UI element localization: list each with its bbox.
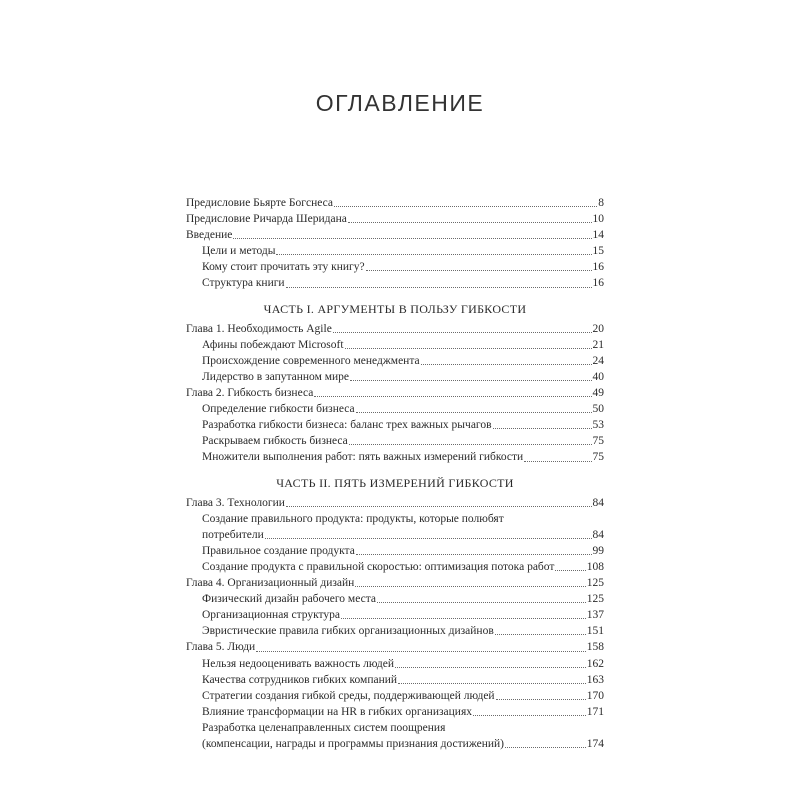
toc-chapter-entry — [186, 495, 604, 511]
toc-entry-label: Глава 4. Организационный дизайн — [186, 577, 355, 590]
dot-leader — [341, 618, 586, 619]
page-number: 162 — [586, 657, 604, 670]
dot-leader — [355, 586, 585, 587]
page-number: 14 — [592, 229, 604, 242]
page-number: 84 — [592, 528, 604, 541]
dot-leader — [366, 270, 592, 271]
dot-leader — [495, 634, 586, 635]
toc-section-entry — [186, 704, 604, 720]
dot-leader — [314, 396, 591, 397]
dot-leader — [473, 715, 586, 716]
dot-leader — [348, 222, 592, 223]
toc-entry-label: Происхождение современного менеджмента — [202, 354, 420, 367]
toc-section-entry — [186, 433, 604, 449]
page-number: 8 — [598, 197, 604, 209]
toc-entry-label: Глава 2. Гибкость бизнеса — [186, 387, 314, 400]
dot-leader — [345, 348, 592, 349]
toc-entry-label: Нельзя недооценивать важность людей — [202, 657, 394, 670]
page-title: ОГЛАВЛЕНИЕ — [315, 90, 485, 116]
dot-leader — [505, 747, 586, 748]
page-number: 108 — [586, 560, 604, 573]
dot-leader — [256, 651, 586, 652]
page-number: 16 — [592, 277, 604, 290]
dot-leader — [265, 538, 592, 539]
toc-entry-label: Создание продукта с правильной скоростью: оптимизация потока работ — [202, 560, 555, 573]
page-number: 125 — [586, 577, 604, 590]
toc-entry-label: Эвристические правила гибких организационных дизайнов — [202, 625, 494, 638]
page-number: 158 — [586, 641, 604, 654]
dot-leader — [555, 570, 585, 571]
page-number: 24 — [592, 354, 604, 367]
toc-entry-label: Качества сотрудников гибких компаний — [202, 673, 398, 686]
toc-entry-label: Кому стоит прочитать эту книгу? — [202, 261, 365, 274]
page-number: 84 — [592, 496, 604, 509]
toc-section-entry — [186, 243, 604, 259]
toc-entry-label: Цели и методы — [202, 245, 276, 258]
page-number: 20 — [592, 322, 604, 335]
toc-entry-label: Множители выполнения работ: пять важных измерений гибкости — [202, 451, 524, 464]
toc-entry-label: Глава 5. Люди — [186, 641, 256, 654]
page-number: 49 — [592, 387, 604, 400]
dot-leader — [349, 444, 592, 445]
dot-leader — [356, 412, 592, 413]
toc-entry-label: Организационная структура — [202, 609, 340, 622]
part-1-section — [186, 321, 604, 466]
page-number: 40 — [592, 370, 604, 383]
dot-leader — [286, 287, 592, 288]
dot-leader — [286, 506, 592, 507]
toc-section-entry — [186, 259, 604, 275]
page-number: 50 — [592, 403, 604, 416]
page-number: 99 — [592, 544, 604, 557]
page-number: 171 — [586, 705, 604, 718]
toc-entry-label: Разработка гибкости бизнеса: баланс трех важных рычагов — [202, 419, 492, 432]
toc-section-entry — [186, 527, 604, 543]
toc-entry-label: Предисловие Ричарда Шеридана — [186, 213, 347, 226]
toc-entry-label: (компенсации, награды и программы признания достижений) — [202, 738, 505, 750]
dot-leader — [334, 206, 597, 207]
toc-entry-label: Глава 1. Необходимость Agile — [186, 322, 332, 335]
toc-entry-label: Структура книги — [202, 277, 285, 290]
page-number: 53 — [592, 419, 604, 432]
toc-entry-label: Определение гибкости бизнеса — [202, 403, 355, 416]
page-number: 174 — [586, 738, 604, 750]
toc-entry-label-line: Создание правильного продукта: продукты, которые полюбят — [202, 512, 504, 525]
page-number: 170 — [586, 689, 604, 702]
toc-entry-label: Физический дизайн рабочего места — [202, 593, 376, 606]
page-number: 125 — [586, 593, 604, 606]
toc-entry-label: Афины побеждают Microsoft — [202, 338, 344, 351]
dot-leader — [395, 667, 586, 668]
dot-leader — [333, 332, 592, 333]
toc-section-entry — [186, 591, 604, 607]
toc-section-entry — [186, 559, 604, 575]
page-number: 16 — [592, 261, 604, 274]
toc-entry-label-line: Разработка целенаправленных систем поощрения — [202, 721, 446, 734]
dot-leader — [496, 699, 586, 700]
toc-section-entry — [186, 275, 604, 291]
toc-section-entry — [186, 401, 604, 417]
toc-entry-label: Правильное создание продукта — [202, 544, 355, 557]
dot-leader — [350, 380, 591, 381]
front-matter-section — [186, 195, 604, 292]
page-number: 75 — [592, 435, 604, 448]
page-number: 137 — [586, 609, 604, 622]
page-number: 10 — [592, 213, 604, 226]
toc-section-entry — [186, 337, 604, 353]
toc-section-entry — [186, 607, 604, 623]
toc-chapter-entry — [186, 211, 604, 227]
toc-section-entry — [186, 369, 604, 385]
dot-leader — [524, 461, 591, 462]
toc-chapter-entry — [186, 195, 604, 211]
toc-chapter-entry — [186, 639, 604, 655]
dot-leader — [493, 428, 592, 429]
toc-chapter-entry — [186, 575, 604, 591]
toc-entry-label: Влияние трансформации на HR в гибких организациях — [202, 705, 472, 718]
part-title: ЧАСТЬ II. ПЯТЬ ИЗМЕРЕНИЙ ГИБКОСТИ — [276, 475, 514, 490]
toc-chapter-entry — [186, 227, 604, 243]
toc-section-entry — [186, 623, 604, 639]
toc-section-entry — [186, 449, 604, 465]
page-number: 15 — [592, 245, 604, 258]
toc-chapter-entry — [186, 321, 604, 337]
toc-section-entry — [186, 543, 604, 559]
dot-leader — [421, 364, 592, 365]
toc-entry-label: Стратегии создания гибкой среды, поддерживающей людей — [202, 689, 495, 702]
table-of-contents — [186, 195, 604, 752]
page-number: 151 — [586, 625, 604, 638]
dot-leader — [233, 238, 591, 239]
toc-entry-label: Раскрываем гибкость бизнеса — [202, 435, 348, 448]
part-title: ЧАСТЬ I. АРГУМЕНТЫ В ПОЛЬЗУ ГИБКОСТИ — [263, 301, 527, 316]
toc-section-entry — [186, 417, 604, 433]
dot-leader — [377, 602, 586, 603]
toc-section-entry — [186, 353, 604, 369]
dot-leader — [276, 254, 591, 255]
toc-section-entry — [186, 688, 604, 704]
toc-section-entry — [186, 656, 604, 672]
toc-entry-label: Введение — [186, 229, 233, 242]
toc-entry-label: Глава 3. Технологии — [186, 496, 285, 509]
dot-leader — [398, 683, 586, 684]
page-number: 75 — [592, 451, 604, 464]
toc-section-entry — [186, 736, 604, 752]
toc-chapter-entry — [186, 385, 604, 401]
part-2-section — [186, 495, 604, 753]
toc-section-entry — [186, 672, 604, 688]
toc-entry-label: Лидерство в запутанном мире — [202, 370, 350, 383]
toc-entry-label: Предисловие Бьярте Богснеса — [186, 197, 333, 209]
dot-leader — [356, 554, 592, 555]
page-number: 163 — [586, 673, 604, 686]
page-number: 21 — [592, 338, 604, 351]
toc-entry-label: потребители — [202, 528, 264, 541]
